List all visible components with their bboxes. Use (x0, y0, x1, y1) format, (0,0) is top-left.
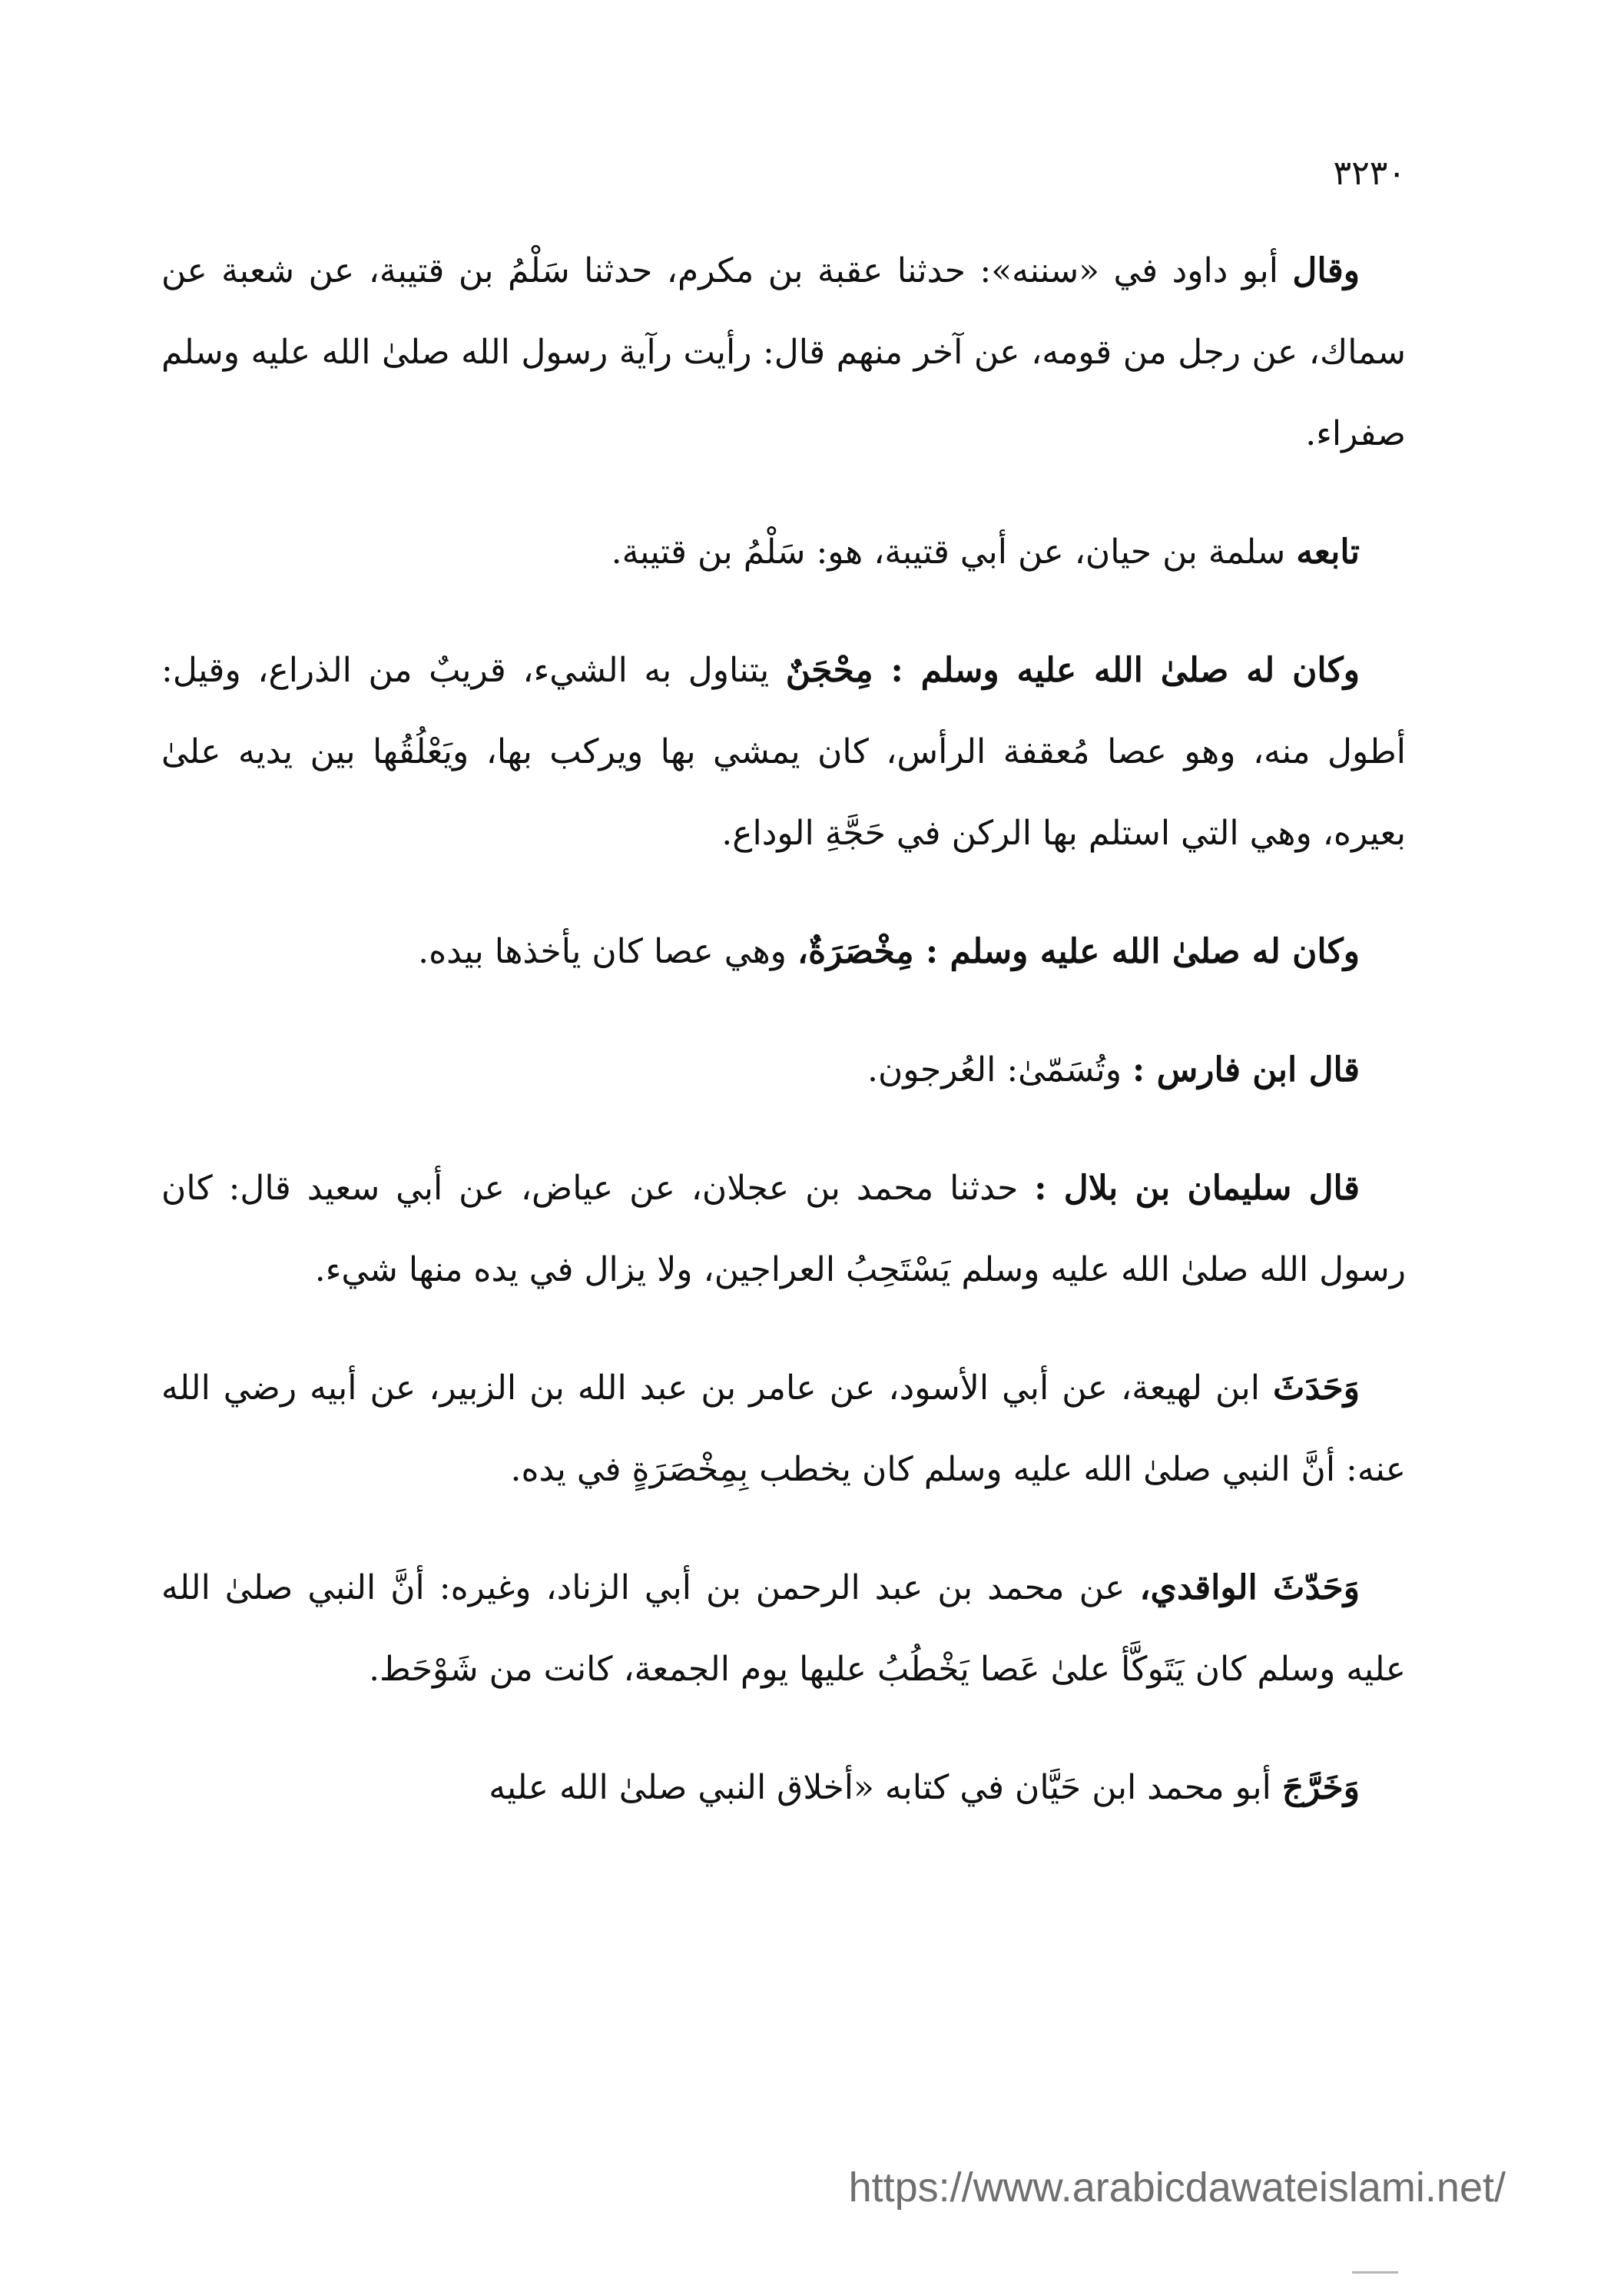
paragraph (161, 1747, 1406, 1829)
document-body (161, 231, 1406, 1866)
paragraph (161, 512, 1406, 593)
paragraph-lead: وَحَدّثَ الواقدي، (1139, 1568, 1360, 1607)
paragraph-text: يتناول به الشيء، قريبٌ من الذراع، وقيل: أطول منه، وهو عصا مُعقفة الرأس، كان يمشي بها ويركب بها، ويَعْلُقُها بين يديه علىٰ بعيره، وهي التي استلم بها الركن في حَجَّةِ الوداع. (161, 651, 1406, 853)
paragraph-text: أبو محمد ابن حَيَّان في كتابه «أخلاق النبي صلىٰ الله عليه (489, 1768, 1282, 1807)
paragraph-text: حدثنا محمد بن عجلان، عن عياض، عن أبي سعيد قال: كان رسول الله صلىٰ الله عليه وسلم يَسْتَحِبُ العراجين، ولا يزال في يده منها شيء. (161, 1169, 1406, 1289)
paragraph-text: وهي عصا كان يأخذها بيده. (418, 932, 797, 971)
paragraph-lead: وكان له صلىٰ الله عليه وسلم : مِخْصَرَةٌ، (797, 932, 1360, 971)
paragraph-lead: وكان له صلىٰ الله عليه وسلم : مِحْجَنٌ (785, 651, 1360, 690)
website-watermark-url: https://www.arabicdawateislami.net/ (848, 2164, 1506, 2211)
paragraph-lead: وَحَدَثَ (1273, 1368, 1360, 1408)
paragraph (161, 1547, 1406, 1710)
paragraph-lead: قال سليمان بن بلال : (1034, 1169, 1360, 1208)
paragraph-text: سلمة بن حيان، عن أبي قتيبة، هو: سَلْمُ بن قتيبة. (611, 532, 1297, 572)
paragraph-text: أبو داود في «سننه»: حدثنا عقبة بن مكرم، حدثنا سَلْمُ بن قتيبة، عن شعبة عن سماك، عن رجل من قومه، عن آخر منهم قال: رأيت رآية رسول الله صلىٰ الله عليه وسلم صفراء. (161, 251, 1406, 453)
paragraph-text: عن محمد بن عبد الرحمن بن أبي الزناد، وغيره: أنَّ النبي صلىٰ الله عليه وسلم كان يَتَوكَّأ علىٰ عَصا يَخْطُبُ عليها يوم الجمعة، كانت من شَوْحَط. (161, 1568, 1406, 1689)
paragraph-lead: وَخَرَّجَ (1281, 1768, 1360, 1807)
paragraph-lead: قال ابن فارس : (1132, 1050, 1360, 1090)
page-number: ٣٢٣٠ (1333, 154, 1406, 193)
paragraph (161, 1148, 1406, 1311)
paragraph (161, 231, 1406, 475)
paragraph-lead: وقال (1292, 251, 1360, 290)
scan-edge-mark (1352, 2271, 1398, 2274)
paragraph (161, 911, 1406, 993)
paragraph-text: ابن لهيعة، عن أبي الأسود، عن عامر بن عبد الله بن الزبير، عن أبيه رضي الله عنه: أنَّ النبي صلىٰ الله عليه وسلم كان يخطب بِمِخْصَرَةٍ في يده. (161, 1368, 1406, 1489)
paragraph (161, 1348, 1406, 1511)
paragraph-lead: تابعه (1296, 532, 1360, 572)
paragraph (161, 630, 1406, 874)
paragraph-text: وتُسَمّىٰ: العُرجون. (867, 1050, 1133, 1090)
paragraph (161, 1030, 1406, 1111)
